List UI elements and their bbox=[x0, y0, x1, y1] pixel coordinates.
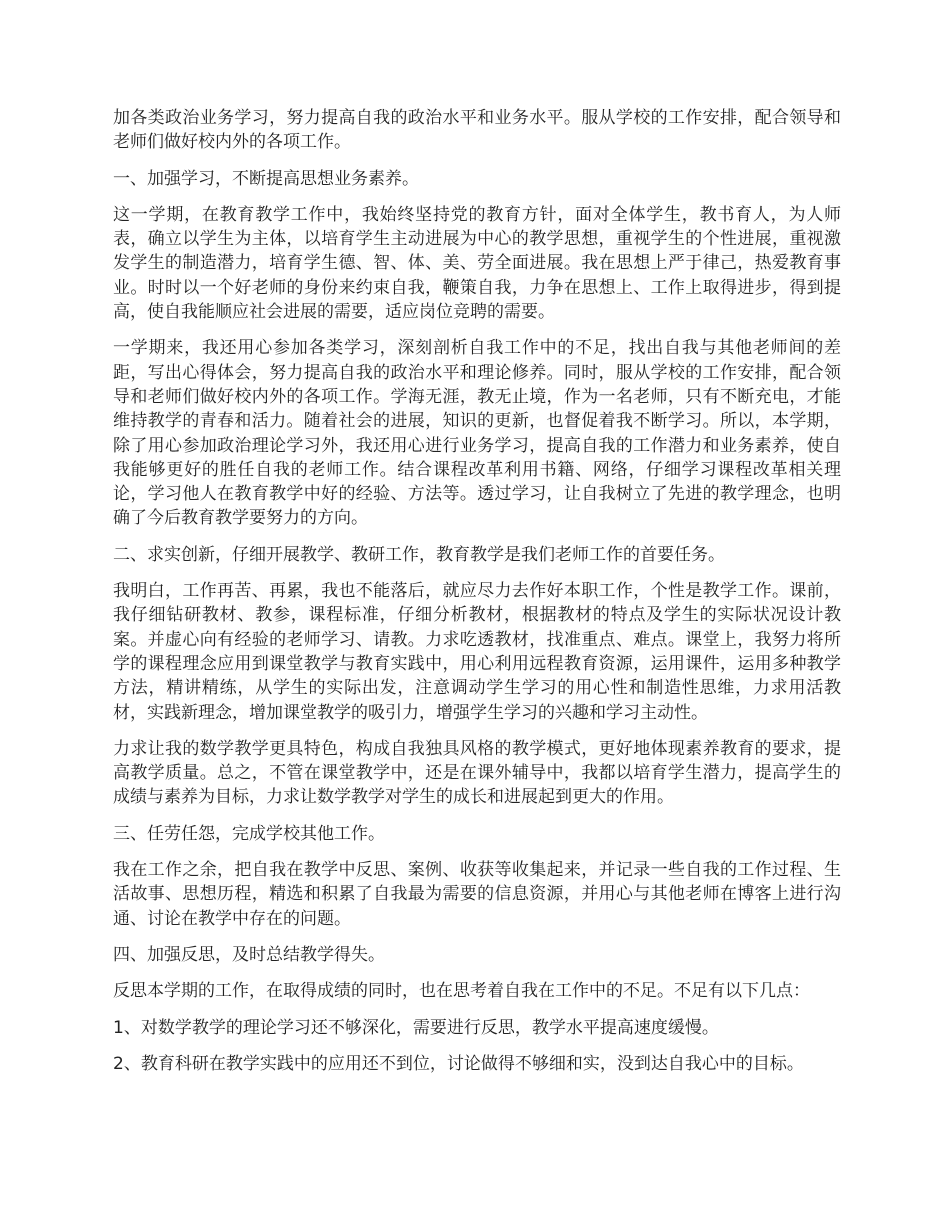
paragraph: 我在工作之余，把自我在教学中反思、案例、收获等收集起来，并记录一些自我的工作过程、生活故事、思想历程，精选和积累了自我最为需要的信息资源，并用心与其他老师在博客上进行沟通、讨论在教学中存在的问题。 bbox=[113, 860, 841, 929]
paragraph: 力求让我的数学教学更具特色，构成自我独具风格的教学模式，更好地体现素养教育的要求，提高教学质量。总之，不管在课堂教学中，还是在课外辅导中，我都以培育学生潜力，提高学生的成绩与素养为目标，力求让数学教学对学生的成长和进展起到更大的作用。 bbox=[113, 738, 841, 808]
section-heading-2: 二、求实创新，仔细开展教学、教研工作，教育教学是我们老师工作的首要任务。 bbox=[113, 544, 725, 565]
document-body bbox=[113, 106, 841, 1088]
list-item: 1、对数学教学的理论学习还不够深化，需要进行反思，教学水平提高速度缓慢。 bbox=[113, 1017, 719, 1038]
section-heading-1: 一、加强学习，不断提高思想业务素养。 bbox=[113, 168, 419, 189]
section-heading-4: 四、加强反思，及时总结教学得失。 bbox=[113, 944, 385, 965]
paragraph: 反思本学期的工作，在取得成绩的同时，也在思考着自我在工作中的不足。不足有以下几点： bbox=[113, 981, 810, 1002]
list-item: 2、教育科研在教学实践中的应用还不到位，讨论做得不够细和实，没到达自我心中的目标。 bbox=[113, 1053, 804, 1074]
paragraph: 一学期来，我还用心参加各类学习，深刻剖析自我工作中的不足，找出自我与其他老师间的差距，写出心得体会，努力提高自我的政治水平和理论修养。同时，服从学校的工作安排，配合领导和老师们做好校内外的各项工作。学海无涯，教无止境，作为一名老师，只有不断充电，才能维持教学的青春和活力。随着社会的进展，知识的更新，也督促着我不断学习。所以，本学期，除了用心参加政治理论学习外，我还用心进行业务学习，提高自我的工作潜力和业务素养，使自我能够更好的胜任自我的老师工作。结合课程改革利用书籍、网络，仔细学习课程改革相关理论，学习他人在教育教学中好的经验、方法等。透过学习，让自我树立了先进的教学理念，也明确了今后教育教学要努力的方向。 bbox=[113, 338, 841, 529]
paragraph: 这一学期，在教育教学工作中，我始终坚持党的教育方针，面对全体学生，教书育人，为人师表，确立以学生为主体，以培育学生主动进展为中心的教学思想，重视学生的个性进展，重视激发学生的制造潜力，培育学生德、智、体、美、劳全面进展。我在思想上严于律己，热爱教育事业。时时以一个好老师的身份来约束自我，鞭策自我，力争在思想上、工作上取得进步，得到提高，使自我能顺应社会进展的需要，适应岗位竞聘的需要。 bbox=[113, 204, 841, 323]
section-heading-3: 三、任劳任怨，完成学校其他工作。 bbox=[113, 823, 385, 844]
paragraph-intro: 加各类政治业务学习，努力提高自我的政治水平和业务水平。服从学校的工作安排，配合领导和老师们做好校内外的各项工作。 bbox=[113, 108, 841, 153]
paragraph: 我明白，工作再苦、再累，我也不能落后，就应尽力去作好本职工作，个性是教学工作。课前，我仔细钻研教材、教参，课程标准，仔细分析教材，根据教材的特点及学生的实际状况设计教案。并虚心向有经验的老师学习、请教。力求吃透教材，找准重点、难点。课堂上，我努力将所学的课程理念应用到课堂教学与教育实践中，用心利用远程教育资源，运用课件，运用多种教学方法，精讲精练，从学生的实际出发，注意调动学生学习的用心性和制造性思维，力求用活教材，实践新理念，增加课堂教学的吸引力，增强学生学习的兴趣和学习主动性。 bbox=[113, 581, 841, 723]
